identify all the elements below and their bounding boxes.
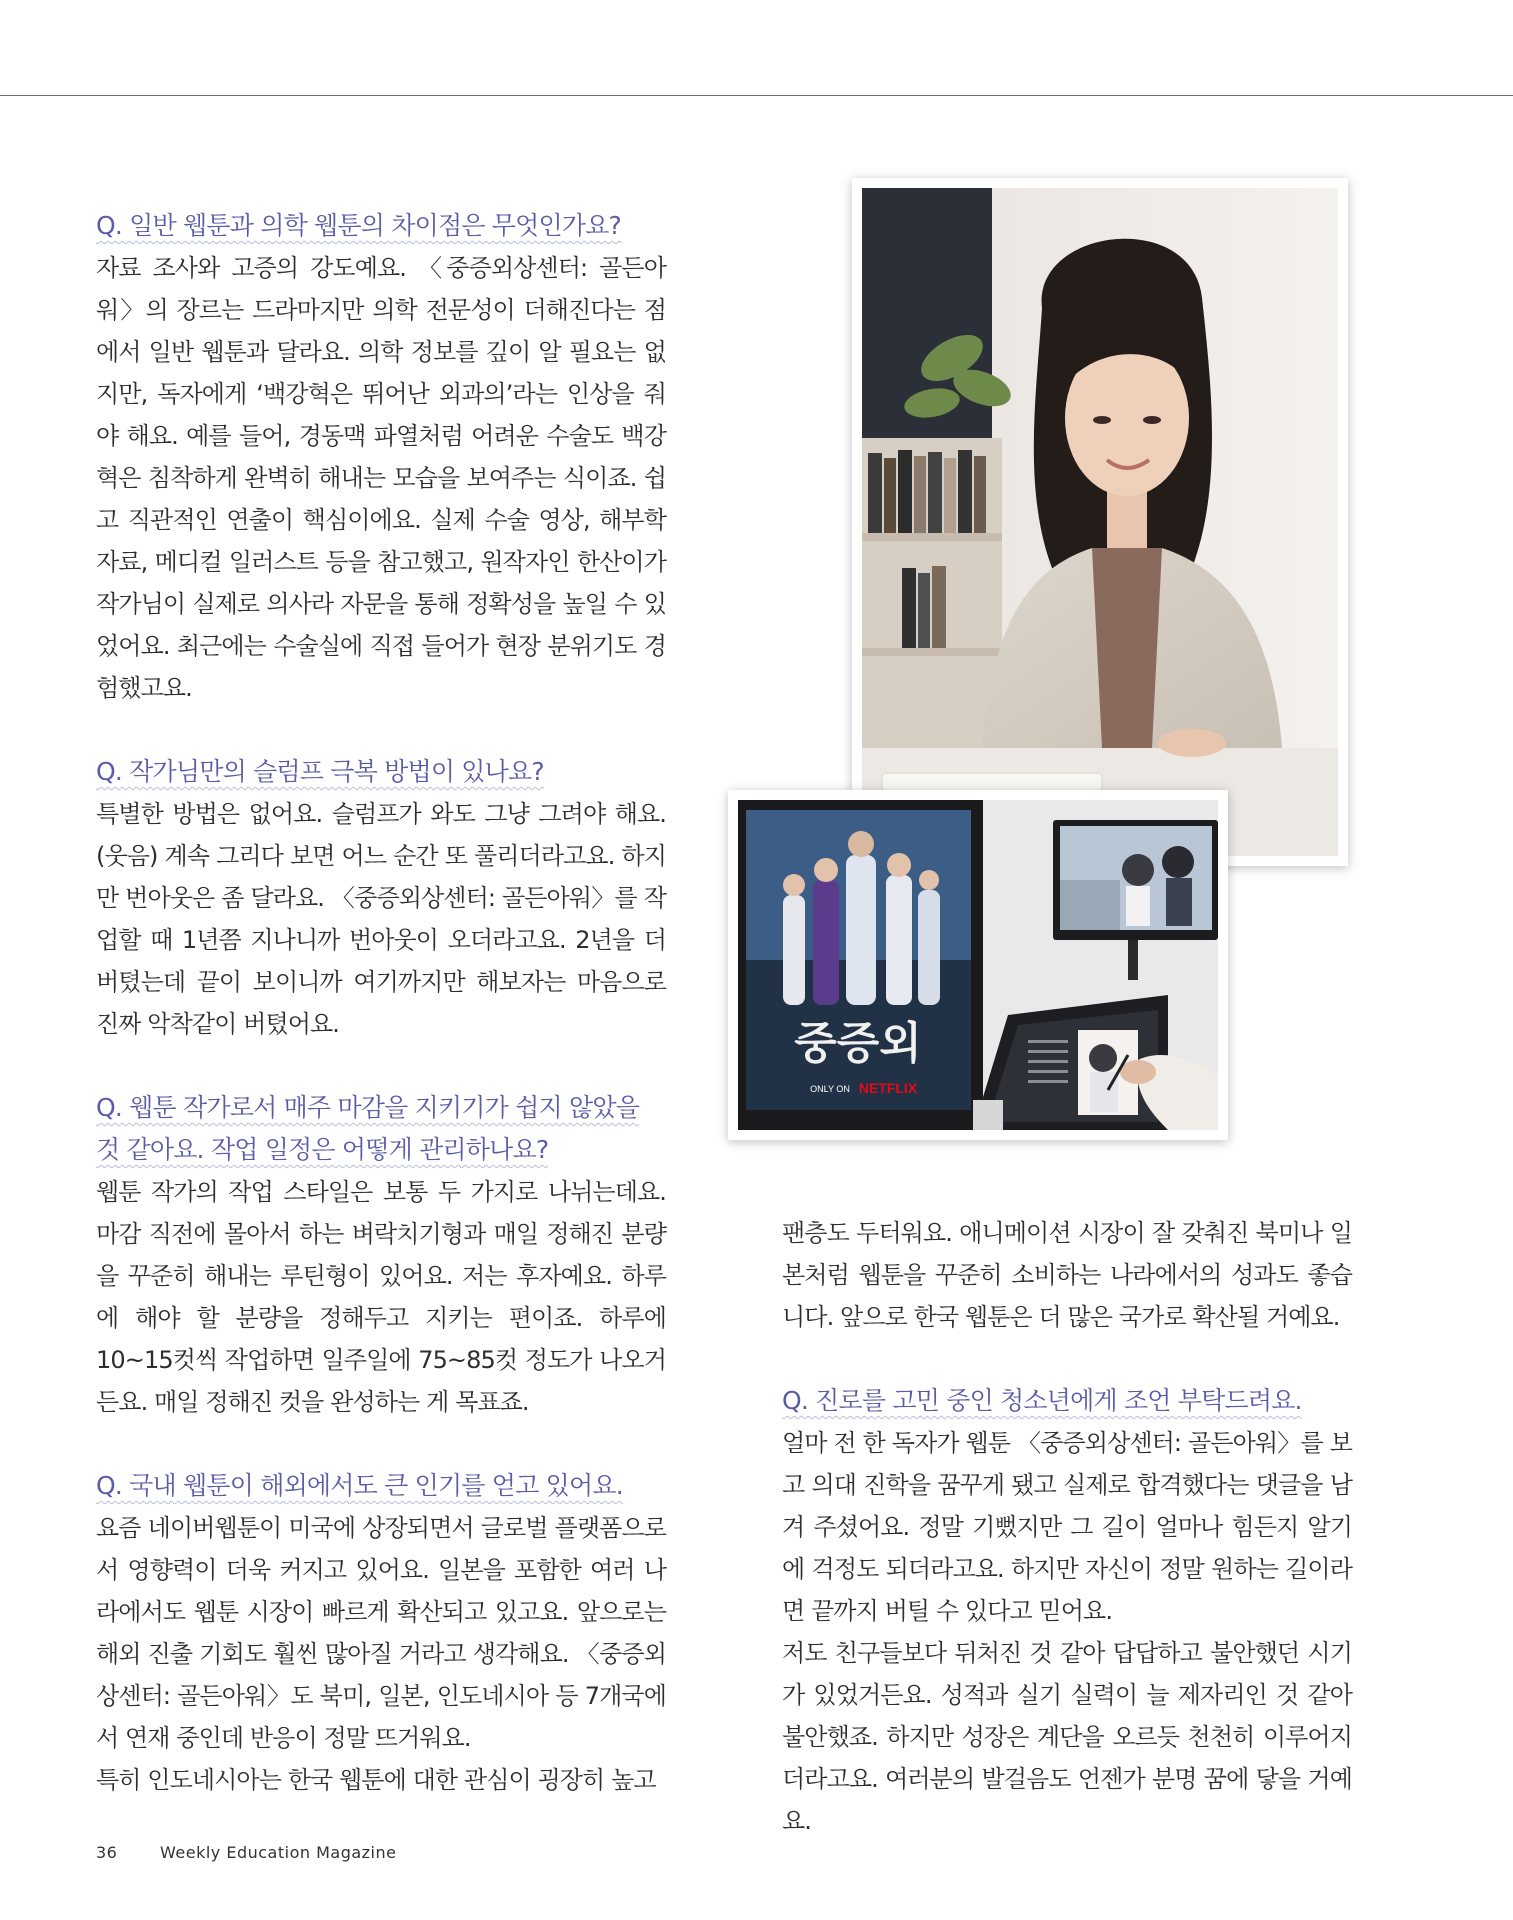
continuation-paragraph: 팬층도 두터워요. 애니메이션 시장이 잘 갖춰진 북미나 일본처럼 웹툰을 꾸준히 소비하는 나라에서의 성과도 좋습니다. 앞으로 한국 웹툰은 더 많은 국가로 확산될 거예요.	[782, 1219, 1352, 1331]
poster-brand: NETFLIX	[858, 1080, 918, 1096]
page-number: 36	[96, 1843, 118, 1862]
portrait-illustration	[862, 188, 1338, 856]
answer-paragraph: 요즘 네이버웹툰이 미국에 상장되면서 글로벌 플랫폼으로서 영향력이 더욱 커지고 있어요. 일본을 포함한 여러 나라에서도 웹툰 시장이 빠르게 확산되고 있고요. 앞으로는 해외 진출 기회도 훨씬 많아질 거라고 생각해요. 〈중증외상센터: 골든아워〉도 북미, 일본, 인도네시아 등 7개국에서 연재 중인데 반응이 정말 뜨거워요.	[96, 1514, 666, 1752]
question-heading: Q. 진로를 고민 중인 청소년에게 조언 부탁드려요.	[782, 1386, 1302, 1415]
qa-block	[96, 205, 666, 709]
poster-only-on: ONLY ON	[810, 1084, 850, 1094]
answer-paragraph: 저도 친구들보다 뒤처진 것 같아 답답하고 불안했던 시기가 있었거든요. 성적과 실기 실력이 늘 제자리인 것 같아 불안했죠. 하지만 성장은 계단을 오르듯 천천히 이루어지더라고요. 여러분의 발걸음도 언젠가 분명 꿈에 닿을 거예요.	[782, 1639, 1352, 1835]
question-heading: Q. 국내 웹툰이 해외에서도 큰 인기를 얻고 있어요.	[96, 1471, 623, 1500]
studio-illustration	[738, 800, 1218, 1130]
qa-block	[96, 751, 666, 1045]
question-heading: Q. 일반 웹툰과 의학 웹툰의 차이점은 무엇인가요?	[96, 211, 622, 240]
magazine-name: Weekly Education Magazine	[160, 1843, 397, 1862]
studio-photo	[728, 790, 1228, 1140]
answer-paragraph: 특히 인도네시아는 한국 웹툰에 대한 관심이 굉장히 높고	[96, 1766, 656, 1794]
qa-block	[782, 1380, 1352, 1842]
question-heading: Q. 웹툰 작가로서 매주 마감을 지키기가 쉽지 않았을 것 같아요. 작업 일정은 어떻게 관리하나요?	[96, 1093, 640, 1164]
answer-paragraph: 얼마 전 한 독자가 웹툰 〈중증외상센터: 골든아워〉를 보고 의대 진학을 꿈꾸게 됐고 실제로 합격했다는 댓글을 남겨 주셨어요. 정말 기뻤지만 그 길이 얼마나 힘든지 알기에 걱정도 되더라고요. 하지만 자신이 정말 원하는 길이라면 끝까지 버틸 수 있다고 믿어요.	[782, 1429, 1352, 1625]
poster-title: 중증외	[794, 1019, 922, 1068]
answer-paragraph: 특별한 방법은 없어요. 슬럼프가 와도 그냥 그려야 해요. (웃음) 계속 그리다 보면 어느 순간 또 풀리더라고요. 하지만 번아웃은 좀 달라요. 〈중증외상센터: 골든아워〉를 작업할 때 1년쯤 지나니까 번아웃이 오더라고요. 2년을 더 버텼는데 끝이 보이니까 여기까지만 해보자는 마음으로 진짜 악착같이 버텼어요.	[96, 800, 666, 1038]
page-footer	[96, 1843, 396, 1862]
answer-paragraph: 웹툰 작가의 작업 스타일은 보통 두 가지로 나뉘는데요. 마감 직전에 몰아서 하는 벼락치기형과 매일 정해진 분량을 꾸준히 해내는 루틴형이 있어요. 저는 후자예요. 하루에 해야 할 분량을 정해두고 지키는 편이죠. 하루에 10~15컷씩 작업하면 일주일에 75~85컷 정도가 나오거든요. 매일 정해진 컷을 완성하는 게 목표죠.	[96, 1178, 666, 1416]
qa-block	[96, 1087, 666, 1423]
question-heading: Q. 작가님만의 슬럼프 극복 방법이 있나요?	[96, 757, 544, 786]
answer-paragraph: 자료 조사와 고증의 강도예요. 〈중증외상센터: 골든아워〉의 장르는 드라마지만 의학 전문성이 더해진다는 점에서 일반 웹툰과 달라요. 의학 정보를 깊이 알 필요는 없지만, 독자에게 ‘백강혁은 뛰어난 외과의’라는 인상을 줘야 해요. 예를 들어, 경동맥 파열처럼 어려운 수술도 백강혁은 침착하게 완벽히 해내는 모습을 보여주는 식이죠. 쉽고 직관적인 연출이 핵심이에요. 실제 수술 영상, 해부학 자료, 메디컬 일러스트 등을 참고했고, 원작자인 한산이가 작가님이 실제로 의사라 자문을 통해 정확성을 높일 수 있었어요. 최근에는 수술실에 직접 들어가 현장 분위기도 경험했고요.	[96, 254, 666, 702]
qa-block	[96, 1465, 666, 1801]
left-column	[96, 205, 666, 1843]
top-rule	[0, 95, 1513, 96]
right-column	[782, 1212, 1352, 1884]
portrait-photo	[852, 178, 1348, 866]
